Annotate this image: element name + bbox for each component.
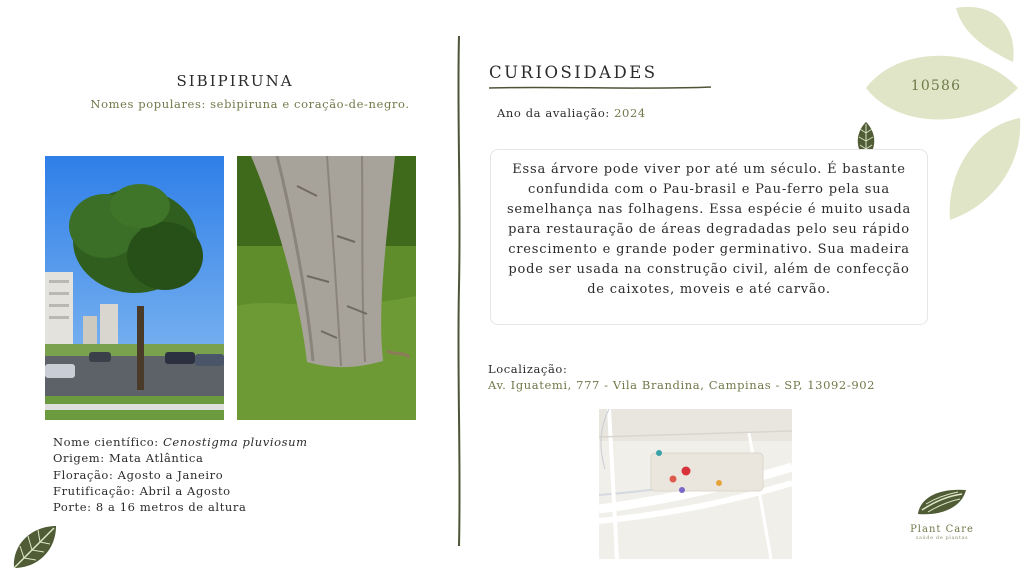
fruiting: Frutificação: Abril a Agosto	[53, 483, 231, 498]
plant-title: SIBIPIRUNA	[176, 72, 294, 90]
scientific-name	[53, 434, 308, 450]
flowering: Floração: Agosto a Janeiro	[53, 467, 224, 482]
scientific-name-value: Cenostigma pluviosum	[163, 435, 308, 449]
plant-facts	[53, 434, 308, 515]
brand-logo	[900, 486, 984, 541]
curiosities-card: Essa árvore pode viver por até um século. É bastante confundida com o Pau-brasil e Pau-ferro pela sua semelhança nas folhagens. Essa espécie é muito usada para restauração de áreas degradadas pelo seu rápido crescimento e grande poder germinativo. Sua madeira pode ser usada na construção civil, além de confecção de caixotes, moveis e até carvão.	[490, 149, 928, 325]
location-address: Av. Iguatemi, 777 - Vila Brandina, Campinas - SP, 13092-902	[488, 378, 876, 392]
brand-leaf-icon	[914, 486, 970, 518]
popular-names: Nomes populares: sebipiruna e coração-de-negro.	[90, 97, 410, 111]
scientific-name-label: Nome científico:	[53, 435, 164, 449]
trunk-photo	[237, 156, 416, 420]
leaf-icon	[10, 522, 60, 572]
size: Porte: 8 a 16 metros de altura	[53, 500, 247, 515]
evaluation-year	[497, 106, 646, 120]
record-number: 10586	[910, 78, 962, 94]
location-map[interactable]	[599, 409, 792, 559]
tree-photo	[45, 156, 224, 420]
vertical-divider	[452, 36, 466, 546]
evaluation-year-label: Ano da avaliação:	[497, 106, 615, 120]
title-underline	[489, 85, 711, 91]
origin: Origem: Mata Atlântica	[53, 451, 204, 466]
brand-name: Plant Care	[910, 524, 974, 535]
curiosities-title: CURIOSIDADES	[489, 63, 658, 82]
evaluation-year-value: 2024	[614, 106, 646, 120]
brand-tagline: saúde de plantas	[915, 535, 969, 541]
location-label: Localização:	[488, 362, 568, 376]
